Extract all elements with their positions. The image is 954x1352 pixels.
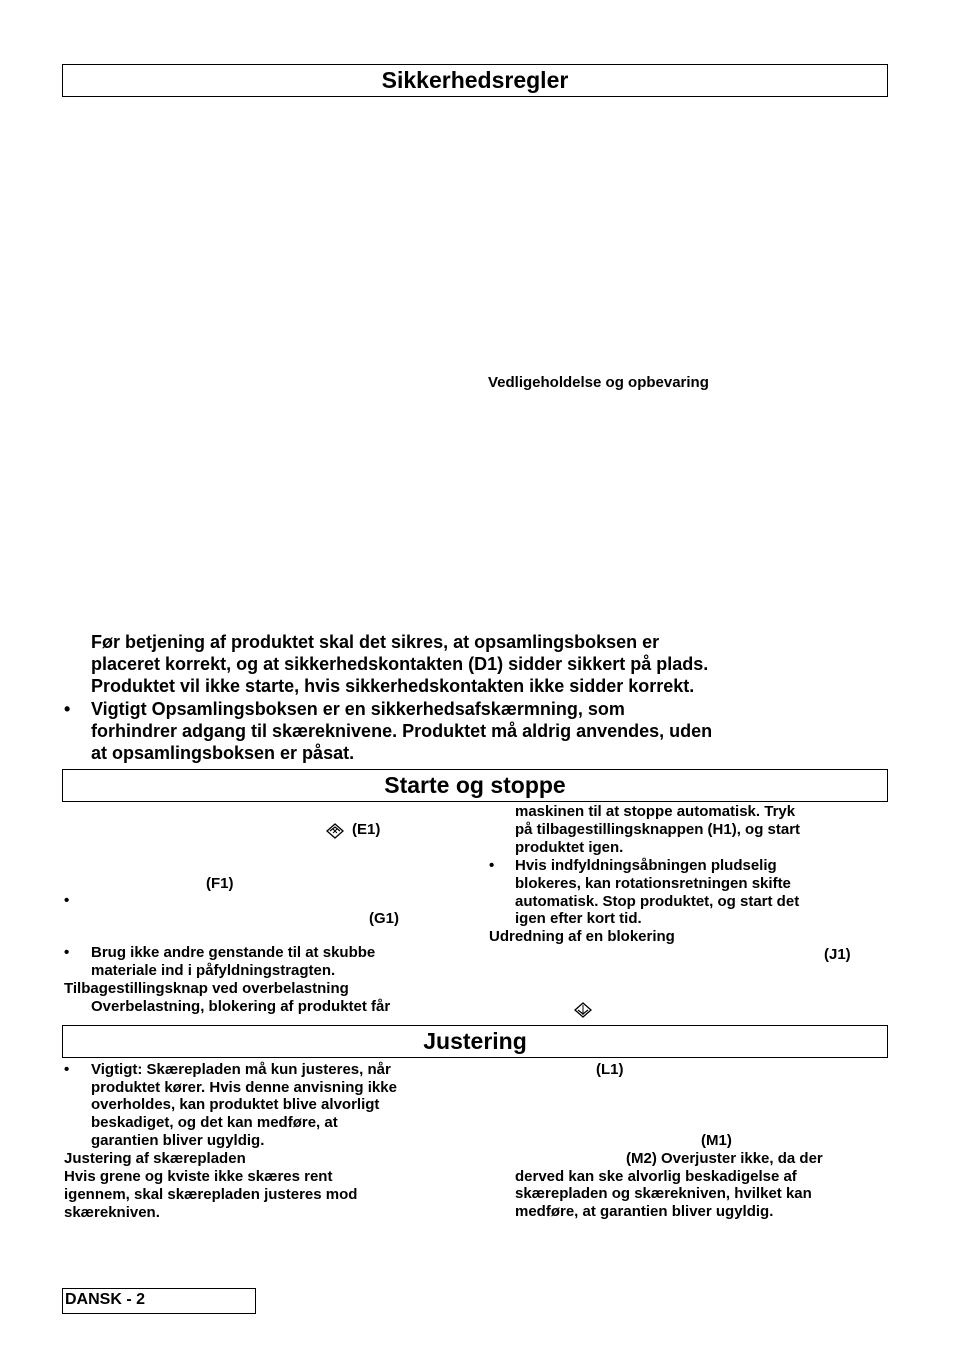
plate-heading: Justering af skærepladen [64,1150,246,1167]
section-title-start-stop: Starte og stoppe [62,769,888,802]
block-line: automatisk. Stop produktet, og start det [515,893,800,910]
no-objects-line: materiale ind i påfyldningstragten. [91,962,336,979]
ref-m1: (M1) [701,1132,732,1149]
intro-line: Produktet vil ikke starte, hvis sikkerhedskontakten ikke sidder korrekt. [91,676,695,696]
block-line: blokeres, kan rotationsretningen skifte [515,875,791,892]
overload-line: Overbelastning, blokering af produktet får [91,998,391,1015]
section-title-safety: Sikkerhedsregler [62,64,888,97]
important-line: at opsamlingsboksen er påsat. [91,743,355,763]
page-footer: DANSK - 2 [62,1288,256,1314]
maintenance-heading: Vedligeholdelse og opbevaring [488,374,709,391]
intro-line: placeret korrekt, og at sikkerhedskontakten (D1) sidder sikkert på plads. [91,654,709,674]
adjust-important-line: produktet kører. Hvis denne anvisning ikke [91,1079,397,1096]
ref-e1: (E1) [352,821,381,838]
adjust-important-line: garantien bliver ugyldig. [91,1132,265,1149]
adjust-important-line: beskadiget, og det kan medføre, at [91,1114,338,1131]
bullet: • [489,857,495,874]
section-title-adjust: Justering [62,1025,888,1058]
adjust-important-line: overholdes, kan produktet blive alvorligt [91,1096,380,1113]
ref-f1: (F1) [206,875,234,892]
rotate-reverse-icon [572,1001,594,1019]
bullet: • [64,699,71,719]
m2-line: derved kan ske alvorlig beskadigelse af [515,1168,797,1185]
m2-line: (M2) Overjuster ikke, da der [626,1150,823,1167]
bullet: • [64,1061,70,1078]
clear-heading: Udredning af en blokering [489,928,675,945]
adjust-important-line: Vigtigt: Skærepladen må kun justeres, når [91,1061,391,1078]
overload-cont-line: på tilbagestillingsknappen (H1), og start [515,821,801,838]
important-line: forhindrer adgang til skæreknivene. Produktet må aldrig anvendes, uden [91,721,713,741]
rotate-forward-icon [324,822,346,840]
no-objects-line: Brug ikke andre genstande til at skubbe [91,944,376,961]
ref-j1: (J1) [824,946,851,963]
block-line: igen efter kort tid. [515,910,642,927]
block-line: Hvis indfyldningsåbningen pludselig [515,857,777,874]
plate-line: skærekniven. [64,1204,160,1221]
reset-heading: Tilbagestillingsknap ved overbelastning [64,980,349,997]
ref-l1: (L1) [596,1061,624,1078]
important-line: Vigtigt Opsamlingsboksen er en sikkerhedsafskærmning, som [91,699,625,719]
plate-line: Hvis grene og kviste ikke skæres rent [64,1168,333,1185]
ref-g1: (G1) [369,910,399,927]
intro-line: Før betjening af produktet skal det sikres, at opsamlingsboksen er [91,632,660,652]
m2-line: medføre, at garantien bliver ugyldig. [515,1203,774,1220]
plate-line: igennem, skal skærepladen justeres mod [64,1186,358,1203]
overload-cont-line: maskinen til at stoppe automatisk. Tryk [515,803,796,820]
m2-line: skærepladen og skærekniven, hvilket kan [515,1185,812,1202]
overload-cont-line: produktet igen. [515,839,624,856]
bullet: • [64,944,70,961]
bullet: • [64,892,70,909]
